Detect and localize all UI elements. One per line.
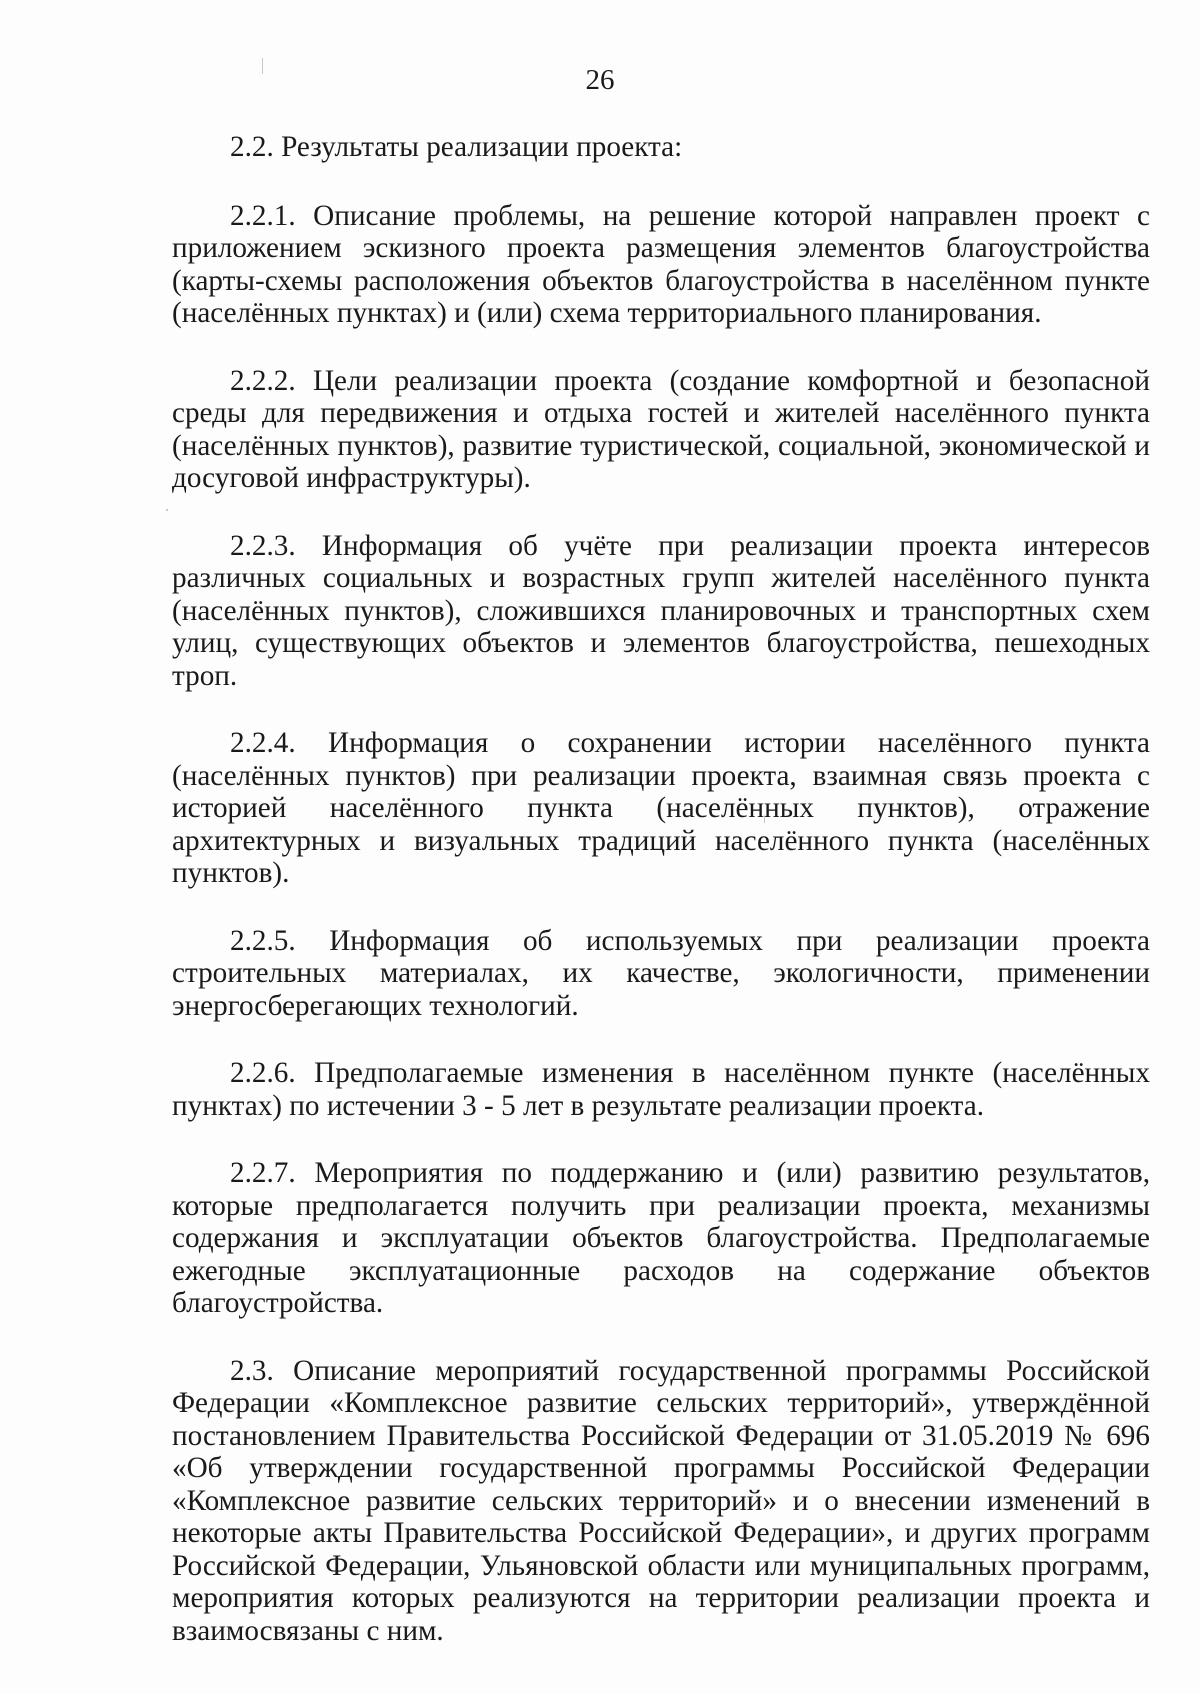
paragraph-2-2-2: 2.2.2. Цели реализации проекта (создание комфортной и безопасной среды для передвижения и отдыха гостей и жителей населённого пункта (населённых пунктов), развитие туристической, социальной, экономической и досуговой инфраструктуры).	[172, 364, 1150, 494]
scan-artifact-dot	[166, 509, 168, 511]
paragraph-2-2-1: 2.2.1. Описание проблемы, на решение которой направлен проект с приложением эскизного проекта размещения элементов благоустройства (карты-схемы расположения объектов благоустройства в населённом пункте (населённых пунктах) и (или) схема территориального планирования.	[172, 199, 1150, 329]
paragraph-2-3: 2.3. Описание мероприятий государственной программы Российской Федерации «Комплексное развитие сельских территорий», утверждённой постановлением Правительства Российской Федерации от 31.05.2019 № 696 «Об утверждении государственной программы Российской Федерации «Комплексное развитие сельских территорий» и о внесении изменений в некоторые акты Правительства Российской Федерации», и других программ Российской Федерации, Ульяновской области или муниципальных программ, мероприятия которых реализуются на территории реализации проекта и взаимосвязаны с ним.	[172, 1354, 1150, 1647]
section-heading-2-2: 2.2. Результаты реализации проекта:	[230, 131, 683, 163]
paragraph-2-2-7: 2.2.7. Мероприятия по поддержанию и (или) развитию результатов, которые предполагается получить при реализации проекта, механизмы содержания и эксплуатации объектов благоустройства. Предполагаемые ежегодные эксплуатационные расходов на содержание объектов благоустройства.	[172, 1157, 1150, 1319]
page-number: 26	[585, 64, 615, 96]
document-body	[172, 131, 1150, 1647]
paragraph-2-2-3: 2.2.3. Информация об учёте при реализации проекта интересов различных социальных и возрастных групп жителей населённого пункта (населённых пунктов), сложившихся планировочных и транспортных схем улиц, существующих объектов и элементов благоустройства, пешеходных троп.	[172, 529, 1150, 692]
paragraph-2-2-6: 2.2.6. Предполагаемые изменения в населённом пункте (населённых пунктах) по истечении 3 - 5 лет в результате реализации проекта.	[172, 1057, 1150, 1122]
paragraph-2-2-4: 2.2.4. Информация о сохранении истории населённого пункта (населённых пунктов) при реализации проекта, взаимная связь проекта с историей населённого пункта (населённых пунктов), отражение архитектурных и визуальных традиций населённого пункта (населённых пунктов).	[172, 727, 1150, 889]
paragraph-2-2-5: 2.2.5. Информация об используемых при реализации проекта строительных материалах, их качестве, экологичности, применении энергосберегающих технологий.	[172, 924, 1150, 1022]
